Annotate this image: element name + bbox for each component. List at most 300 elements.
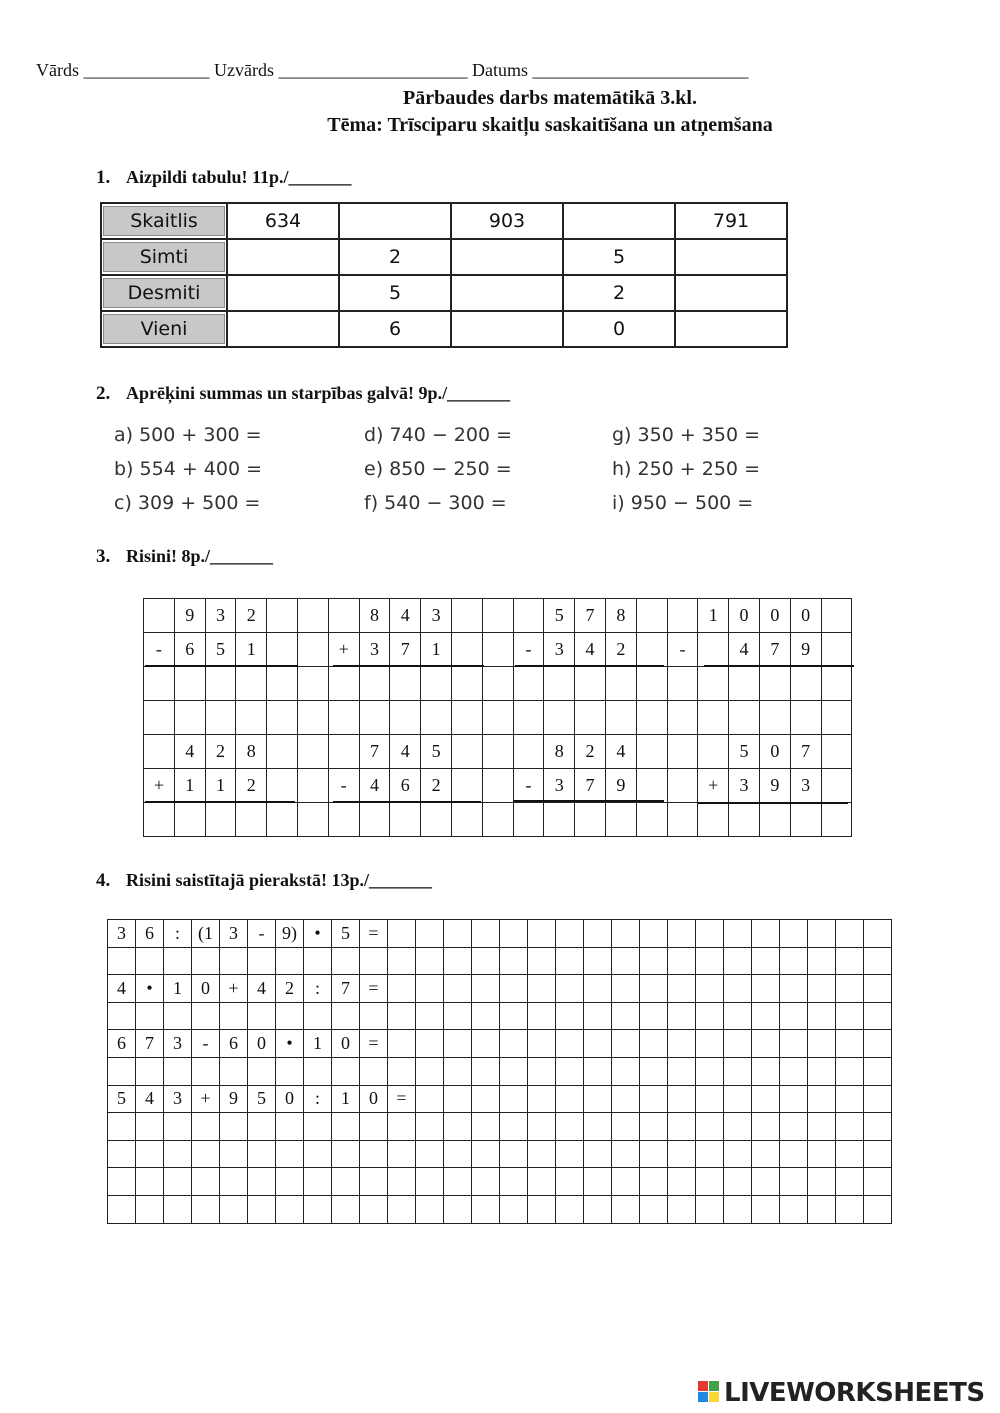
answer-cell[interactable] [752, 1057, 780, 1085]
answer-cell[interactable] [668, 1057, 696, 1085]
answer-cell[interactable] [388, 1195, 416, 1223]
answer-cell[interactable] [304, 1195, 332, 1223]
answer-cell[interactable] [696, 1113, 724, 1141]
answer-cell[interactable] [220, 1002, 248, 1030]
grid-cell[interactable] [636, 735, 667, 769]
answer-cell[interactable] [220, 1057, 248, 1085]
answer-cell[interactable] [752, 1140, 780, 1168]
answer-cell[interactable] [192, 947, 220, 975]
grid-cell[interactable] [451, 769, 482, 803]
grid-cell[interactable] [451, 599, 482, 633]
answer-cell[interactable] [416, 920, 444, 948]
grid-cell[interactable] [328, 667, 359, 701]
answer-cell[interactable] [668, 1195, 696, 1223]
answer-cell[interactable] [808, 1030, 836, 1058]
answer-cell[interactable] [668, 1002, 696, 1030]
answer-cell[interactable] [220, 1113, 248, 1141]
answer-cell[interactable] [640, 1002, 668, 1030]
answer-cell[interactable] [556, 1057, 584, 1085]
grid-cell[interactable] [297, 667, 328, 701]
answer-cell[interactable] [752, 1085, 780, 1113]
answer-cell[interactable] [864, 1195, 892, 1223]
answer-cell[interactable] [696, 1030, 724, 1058]
grid-cell[interactable] [667, 667, 698, 701]
grid-cell[interactable] [605, 667, 636, 701]
grid-cell[interactable] [174, 803, 205, 837]
grid-cell[interactable] [144, 599, 175, 633]
answer-cell[interactable] [612, 1195, 640, 1223]
answer-cell[interactable] [332, 1195, 360, 1223]
grid-cell[interactable] [544, 803, 575, 837]
answer-cell[interactable] [808, 1113, 836, 1141]
answer-cell[interactable] [360, 1002, 388, 1030]
answer-cell[interactable] [780, 1030, 808, 1058]
answer-cell[interactable] [444, 1057, 472, 1085]
answer-cell[interactable] [388, 947, 416, 975]
answer-cell[interactable] [668, 1030, 696, 1058]
answer-cell[interactable] [668, 1168, 696, 1196]
answer-cell[interactable] [528, 1030, 556, 1058]
grid-cell[interactable] [390, 701, 421, 735]
answer-cell[interactable] [472, 975, 500, 1003]
answer-cell[interactable] [164, 1002, 192, 1030]
answer-cell[interactable] [500, 1113, 528, 1141]
answer-cell[interactable] [528, 1168, 556, 1196]
grid-cell[interactable] [636, 599, 667, 633]
answer-cell[interactable] [668, 947, 696, 975]
answer-cell[interactable] [416, 1057, 444, 1085]
grid-cell[interactable] [236, 701, 267, 735]
grid-cell[interactable] [267, 667, 298, 701]
grid-cell[interactable] [636, 633, 667, 667]
answer-cell[interactable] [416, 1085, 444, 1113]
answer-cell[interactable] [696, 947, 724, 975]
answer-cell[interactable] [808, 920, 836, 948]
grid-cell[interactable] [267, 735, 298, 769]
grid-cell[interactable] [482, 667, 513, 701]
answer-cell[interactable] [556, 1030, 584, 1058]
grid-cell[interactable] [205, 701, 236, 735]
answer-cell[interactable] [836, 947, 864, 975]
answer-cell[interactable] [640, 1195, 668, 1223]
answer-cell[interactable] [584, 1140, 612, 1168]
answer-cell[interactable] [696, 1085, 724, 1113]
grid-cell[interactable] [421, 667, 452, 701]
answer-cell[interactable] [836, 1085, 864, 1113]
grid-cell[interactable] [297, 769, 328, 803]
answer-cell[interactable] [388, 975, 416, 1003]
answer-cell[interactable] [444, 1113, 472, 1141]
answer-cell[interactable] [864, 1002, 892, 1030]
answer-cell[interactable] [451, 239, 563, 275]
grid-cell[interactable] [821, 803, 852, 837]
answer-cell[interactable] [864, 1113, 892, 1141]
grid-cell[interactable] [513, 803, 544, 837]
answer-cell[interactable] [752, 947, 780, 975]
answer-cell[interactable] [752, 1113, 780, 1141]
grid-cell[interactable] [236, 803, 267, 837]
answer-cell[interactable] [612, 1113, 640, 1141]
answer-cell[interactable] [528, 1002, 556, 1030]
answer-cell[interactable] [724, 1168, 752, 1196]
answer-cell[interactable] [248, 1195, 276, 1223]
answer-cell[interactable] [556, 947, 584, 975]
answer-cell[interactable] [563, 203, 675, 239]
grid-cell[interactable] [297, 599, 328, 633]
answer-cell[interactable] [724, 1002, 752, 1030]
answer-cell[interactable] [780, 1113, 808, 1141]
answer-cell[interactable] [612, 1140, 640, 1168]
answer-cell[interactable] [640, 920, 668, 948]
answer-cell[interactable] [500, 920, 528, 948]
answer-cell[interactable] [780, 947, 808, 975]
answer-cell[interactable] [416, 1195, 444, 1223]
answer-cell[interactable] [276, 947, 304, 975]
answer-cell[interactable] [780, 1057, 808, 1085]
answer-cell[interactable] [864, 947, 892, 975]
answer-cell[interactable] [724, 1140, 752, 1168]
grid-cell[interactable] [328, 735, 359, 769]
grid-cell[interactable] [513, 735, 544, 769]
answer-cell[interactable] [696, 975, 724, 1003]
answer-cell[interactable] [836, 1113, 864, 1141]
answer-cell[interactable] [500, 1002, 528, 1030]
answer-cell[interactable] [444, 920, 472, 948]
answer-cell[interactable] [780, 920, 808, 948]
answer-cell[interactable] [836, 1002, 864, 1030]
answer-cell[interactable] [472, 947, 500, 975]
grid-cell[interactable] [267, 701, 298, 735]
answer-cell[interactable] [612, 1030, 640, 1058]
answer-cell[interactable] [136, 1168, 164, 1196]
answer-cell[interactable] [388, 1030, 416, 1058]
grid-cell[interactable] [821, 735, 852, 769]
grid-cell[interactable] [667, 599, 698, 633]
answer-cell[interactable] [444, 1030, 472, 1058]
answer-cell[interactable] [500, 1140, 528, 1168]
answer-cell[interactable] [108, 1168, 136, 1196]
grid-cell[interactable] [698, 803, 729, 837]
grid-cell[interactable] [667, 735, 698, 769]
answer-cell[interactable] [444, 1168, 472, 1196]
answer-cell[interactable] [612, 920, 640, 948]
answer-cell[interactable] [640, 1140, 668, 1168]
grid-cell[interactable] [205, 803, 236, 837]
answer-cell[interactable] [556, 1195, 584, 1223]
grid-cell[interactable] [482, 735, 513, 769]
answer-cell[interactable] [220, 947, 248, 975]
answer-cell[interactable] [752, 1002, 780, 1030]
grid-cell[interactable] [482, 803, 513, 837]
answer-cell[interactable] [332, 1057, 360, 1085]
answer-cell[interactable] [696, 1002, 724, 1030]
grid-cell[interactable] [421, 701, 452, 735]
answer-cell[interactable] [500, 1085, 528, 1113]
answer-cell[interactable] [248, 1168, 276, 1196]
grid-cell[interactable] [328, 701, 359, 735]
answer-cell[interactable] [556, 920, 584, 948]
grid-cell[interactable] [636, 667, 667, 701]
answer-cell[interactable] [444, 1085, 472, 1113]
answer-cell[interactable] [472, 1057, 500, 1085]
answer-cell[interactable] [556, 1085, 584, 1113]
answer-cell[interactable] [227, 275, 339, 311]
answer-cell[interactable] [248, 947, 276, 975]
grid-cell[interactable] [267, 599, 298, 633]
answer-cell[interactable] [472, 1030, 500, 1058]
answer-cell[interactable] [584, 1113, 612, 1141]
answer-cell[interactable] [164, 1140, 192, 1168]
answer-cell[interactable] [836, 1168, 864, 1196]
answer-cell[interactable] [836, 920, 864, 948]
answer-cell[interactable] [556, 1113, 584, 1141]
answer-cell[interactable] [808, 947, 836, 975]
grid-cell[interactable] [667, 769, 698, 803]
answer-cell[interactable] [332, 1113, 360, 1141]
answer-cell[interactable] [556, 1168, 584, 1196]
answer-cell[interactable] [668, 1085, 696, 1113]
grid-cell[interactable] [267, 633, 298, 667]
answer-cell[interactable] [276, 1057, 304, 1085]
answer-cell[interactable] [724, 947, 752, 975]
grid-cell[interactable] [359, 667, 390, 701]
answer-cell[interactable] [304, 1057, 332, 1085]
answer-cell[interactable] [136, 1002, 164, 1030]
answer-cell[interactable] [752, 920, 780, 948]
answer-cell[interactable] [304, 1113, 332, 1141]
answer-cell[interactable] [108, 1113, 136, 1141]
answer-cell[interactable] [227, 311, 339, 347]
grid-cell[interactable] [297, 735, 328, 769]
answer-cell[interactable] [360, 1168, 388, 1196]
answer-cell[interactable] [500, 1057, 528, 1085]
grid-cell[interactable] [636, 701, 667, 735]
answer-cell[interactable] [724, 920, 752, 948]
answer-cell[interactable] [808, 1140, 836, 1168]
answer-cell[interactable] [752, 1195, 780, 1223]
answer-cell[interactable] [227, 239, 339, 275]
answer-cell[interactable] [528, 975, 556, 1003]
answer-cell[interactable] [528, 1140, 556, 1168]
answer-cell[interactable] [416, 1168, 444, 1196]
grid-cell[interactable] [575, 667, 606, 701]
answer-cell[interactable] [472, 1195, 500, 1223]
answer-cell[interactable] [640, 947, 668, 975]
answer-cell[interactable] [108, 1002, 136, 1030]
grid-cell[interactable] [297, 633, 328, 667]
answer-cell[interactable] [500, 1195, 528, 1223]
answer-cell[interactable] [500, 1030, 528, 1058]
answer-cell[interactable] [248, 1113, 276, 1141]
answer-cell[interactable] [444, 947, 472, 975]
answer-cell[interactable] [724, 1057, 752, 1085]
answer-cell[interactable] [108, 1057, 136, 1085]
answer-cell[interactable] [388, 1002, 416, 1030]
answer-cell[interactable] [220, 1140, 248, 1168]
answer-cell[interactable] [696, 1195, 724, 1223]
answer-cell[interactable] [696, 920, 724, 948]
answer-cell[interactable] [164, 1195, 192, 1223]
answer-cell[interactable] [472, 1085, 500, 1113]
grid-cell[interactable] [451, 735, 482, 769]
answer-cell[interactable] [808, 1168, 836, 1196]
answer-cell[interactable] [612, 1168, 640, 1196]
grid-cell[interactable] [636, 769, 667, 803]
answer-cell[interactable] [724, 1195, 752, 1223]
answer-cell[interactable] [808, 1195, 836, 1223]
answer-cell[interactable] [752, 1030, 780, 1058]
answer-cell[interactable] [444, 975, 472, 1003]
grid-cell[interactable] [821, 599, 852, 633]
answer-cell[interactable] [304, 947, 332, 975]
answer-cell[interactable] [248, 1057, 276, 1085]
answer-cell[interactable] [472, 920, 500, 948]
grid-cell[interactable] [482, 599, 513, 633]
answer-cell[interactable] [108, 1140, 136, 1168]
grid-cell[interactable] [144, 701, 175, 735]
answer-cell[interactable] [304, 1140, 332, 1168]
answer-cell[interactable] [164, 1057, 192, 1085]
grid-cell[interactable] [667, 803, 698, 837]
grid-cell[interactable] [698, 701, 729, 735]
answer-cell[interactable] [220, 1195, 248, 1223]
answer-cell[interactable] [528, 1085, 556, 1113]
answer-cell[interactable] [416, 1030, 444, 1058]
grid-cell[interactable] [698, 633, 729, 667]
answer-cell[interactable] [416, 1002, 444, 1030]
answer-cell[interactable] [640, 1030, 668, 1058]
answer-cell[interactable] [612, 1085, 640, 1113]
answer-cell[interactable] [451, 311, 563, 347]
grid-cell[interactable] [513, 667, 544, 701]
grid-cell[interactable] [575, 803, 606, 837]
answer-cell[interactable] [836, 1140, 864, 1168]
grid-cell[interactable] [729, 803, 760, 837]
answer-cell[interactable] [108, 947, 136, 975]
answer-cell[interactable] [584, 1168, 612, 1196]
answer-cell[interactable] [108, 1195, 136, 1223]
answer-cell[interactable] [640, 1057, 668, 1085]
answer-cell[interactable] [780, 1002, 808, 1030]
answer-cell[interactable] [444, 1140, 472, 1168]
answer-cell[interactable] [808, 1057, 836, 1085]
answer-cell[interactable] [612, 975, 640, 1003]
grid-cell[interactable] [636, 803, 667, 837]
answer-cell[interactable] [192, 1140, 220, 1168]
answer-cell[interactable] [864, 1140, 892, 1168]
answer-cell[interactable] [668, 1113, 696, 1141]
answer-cell[interactable] [696, 1168, 724, 1196]
answer-cell[interactable] [675, 239, 787, 275]
answer-cell[interactable] [388, 1168, 416, 1196]
grid-cell[interactable] [821, 667, 852, 701]
answer-cell[interactable] [220, 1168, 248, 1196]
answer-cell[interactable] [780, 1168, 808, 1196]
answer-cell[interactable] [472, 1168, 500, 1196]
answer-cell[interactable] [612, 1002, 640, 1030]
answer-cell[interactable] [360, 1113, 388, 1141]
answer-cell[interactable] [612, 1057, 640, 1085]
answer-cell[interactable] [836, 1030, 864, 1058]
answer-cell[interactable] [668, 920, 696, 948]
answer-cell[interactable] [416, 1113, 444, 1141]
grid-cell[interactable] [482, 701, 513, 735]
answer-cell[interactable] [780, 1085, 808, 1113]
answer-cell[interactable] [500, 975, 528, 1003]
grid-cell[interactable] [759, 667, 790, 701]
answer-cell[interactable] [675, 311, 787, 347]
answer-cell[interactable] [416, 1140, 444, 1168]
answer-cell[interactable] [500, 1168, 528, 1196]
answer-cell[interactable] [276, 1140, 304, 1168]
grid-cell[interactable] [144, 667, 175, 701]
answer-cell[interactable] [164, 1168, 192, 1196]
answer-cell[interactable] [136, 1195, 164, 1223]
answer-cell[interactable] [584, 1030, 612, 1058]
grid-cell[interactable] [482, 633, 513, 667]
grid-cell[interactable] [451, 633, 482, 667]
answer-cell[interactable] [808, 1085, 836, 1113]
answer-cell[interactable] [640, 1113, 668, 1141]
answer-cell[interactable] [640, 1168, 668, 1196]
answer-cell[interactable] [696, 1140, 724, 1168]
answer-cell[interactable] [808, 1002, 836, 1030]
answer-cell[interactable] [584, 1002, 612, 1030]
answer-cell[interactable] [472, 1002, 500, 1030]
grid-cell[interactable] [544, 701, 575, 735]
grid-cell[interactable] [759, 701, 790, 735]
answer-cell[interactable] [276, 1113, 304, 1141]
answer-cell[interactable] [836, 1195, 864, 1223]
grid-cell[interactable] [174, 667, 205, 701]
answer-cell[interactable] [864, 1057, 892, 1085]
grid-cell[interactable] [236, 667, 267, 701]
answer-cell[interactable] [388, 1113, 416, 1141]
grid-cell[interactable] [759, 803, 790, 837]
grid-cell[interactable] [359, 803, 390, 837]
answer-cell[interactable] [416, 947, 444, 975]
answer-cell[interactable] [276, 1002, 304, 1030]
answer-cell[interactable] [640, 1085, 668, 1113]
answer-cell[interactable] [136, 1113, 164, 1141]
answer-cell[interactable] [304, 1002, 332, 1030]
answer-cell[interactable] [444, 1002, 472, 1030]
answer-cell[interactable] [556, 1002, 584, 1030]
answer-cell[interactable] [500, 947, 528, 975]
answer-cell[interactable] [332, 1002, 360, 1030]
grid-cell[interactable] [790, 701, 821, 735]
answer-cell[interactable] [836, 975, 864, 1003]
answer-cell[interactable] [248, 1002, 276, 1030]
grid-cell[interactable] [790, 803, 821, 837]
answer-cell[interactable] [276, 1195, 304, 1223]
grid-cell[interactable] [205, 667, 236, 701]
answer-cell[interactable] [388, 1057, 416, 1085]
answer-cell[interactable] [416, 975, 444, 1003]
answer-cell[interactable] [332, 1140, 360, 1168]
grid-cell[interactable] [359, 701, 390, 735]
grid-cell[interactable] [451, 701, 482, 735]
answer-cell[interactable] [192, 1195, 220, 1223]
answer-cell[interactable] [584, 947, 612, 975]
grid-cell[interactable] [790, 667, 821, 701]
answer-cell[interactable] [668, 975, 696, 1003]
answer-cell[interactable] [584, 975, 612, 1003]
grid-cell[interactable] [328, 803, 359, 837]
answer-cell[interactable] [836, 1057, 864, 1085]
answer-cell[interactable] [248, 1140, 276, 1168]
answer-cell[interactable] [339, 203, 451, 239]
